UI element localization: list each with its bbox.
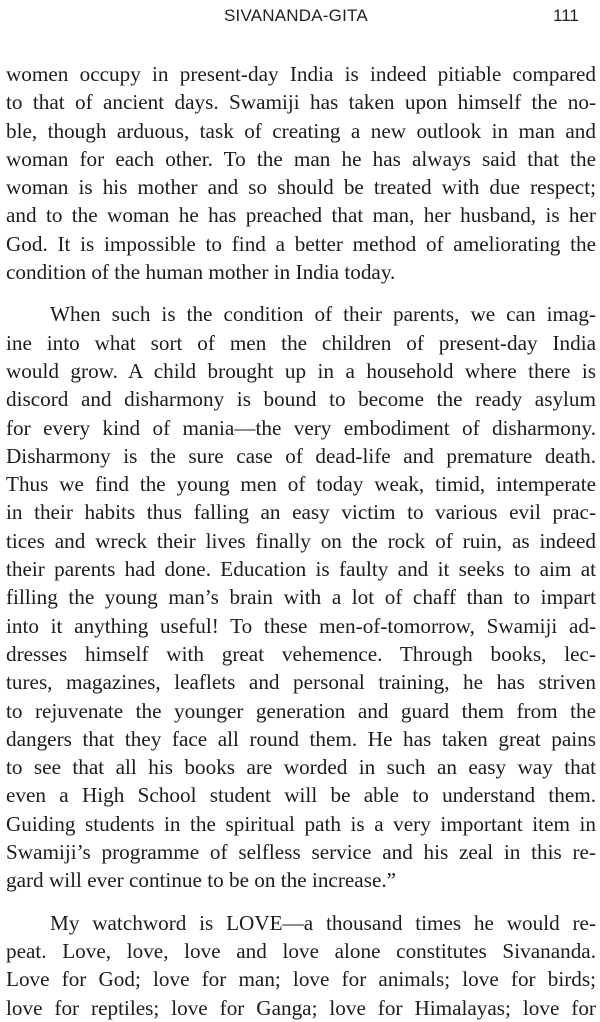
text-line: Swamiji’s programme of selfless service and his zeal in this re- [6,840,596,865]
paragraph [6,300,596,894]
text-line: Thus we find the young men of today weak, timid, intemperate [6,472,596,497]
text-line: Disharmony is the sure case of dead-life and premature death. [6,443,596,468]
text-line: tures, magazines, leaflets and personal training, he has striven [6,670,596,695]
text-line: When such is the condition of their parents, we can imag- [50,302,596,327]
paragraph-gap [6,286,596,300]
paragraph [6,60,596,286]
text-line: Love for God; love for man; love for animals; love for birds; [6,967,596,992]
text-line: woman for each other. To the man he has always said that the [6,146,596,171]
text-line: woman is his mother and so should be treated with due respect; [6,175,596,200]
text-line: ble, though arduous, task of creating a new outlook in man and [6,118,596,143]
text-line: their parents had done. Education is faulty and it seeks to aim at [6,557,596,582]
text-line: My watchword is LOVE—a thousand times he would re- [50,910,596,935]
text-line: peat. Love, love, love and love alone constitutes Sivananda. [6,938,596,963]
text-line: and to the woman he has preached that man, her husband, is her [6,203,596,228]
text-line: dangers that they face all round them. He has taken great pains [6,726,596,751]
text-line: condition of the human mother in India today. [6,260,396,285]
text-line: even a High School student will be able to understand them. [6,783,596,808]
text-line: discord and disharmony is bound to become the ready asylum [6,387,596,412]
text-line: tices and wreck their lives finally on the rock of ruin, as indeed [6,528,596,553]
text-line: dresses himself with great vehemence. Through books, lec- [6,641,596,666]
text-line: God. It is impossible to find a better method of ameliorating the [6,231,596,256]
page-number: 111 [553,6,579,25]
text-line: to that of ancient days. Swamiji has taken upon himself the no- [6,90,596,115]
text-line: ine into what sort of men the children of present-day India [6,330,596,355]
text-line: into it anything useful! To these men-of-tomorrow, Swamiji ad- [6,613,596,638]
text-line: to see that all his books are worded in such an easy way that [6,755,596,780]
text-line: would grow. A child brought up in a household where there is [6,358,596,383]
text-line: women occupy in present-day India is indeed pitiable compared [6,62,596,86]
body-text [6,60,596,1022]
paragraph-gap [6,895,596,909]
paragraph [6,909,596,1022]
text-line: love for reptiles; love for Ganga; love for Himalayas; love for [6,995,596,1020]
page-header [0,2,600,30]
running-title: SIVANANDA-GITA [224,6,368,25]
text-line: in their habits thus falling an easy victim to various evil prac- [6,500,596,525]
text-line: gard will ever continue to be on the increase.” [6,868,397,893]
text-line: Guiding students in the spiritual path is a very important item in [6,811,596,836]
text-line: filling the young man’s brain with a lot of chaff than to impart [6,585,596,610]
text-line: to rejuvenate the younger generation and guard them from the [6,698,596,723]
text-line: for every kind of mania—the very embodiment of disharmony. [6,415,596,440]
